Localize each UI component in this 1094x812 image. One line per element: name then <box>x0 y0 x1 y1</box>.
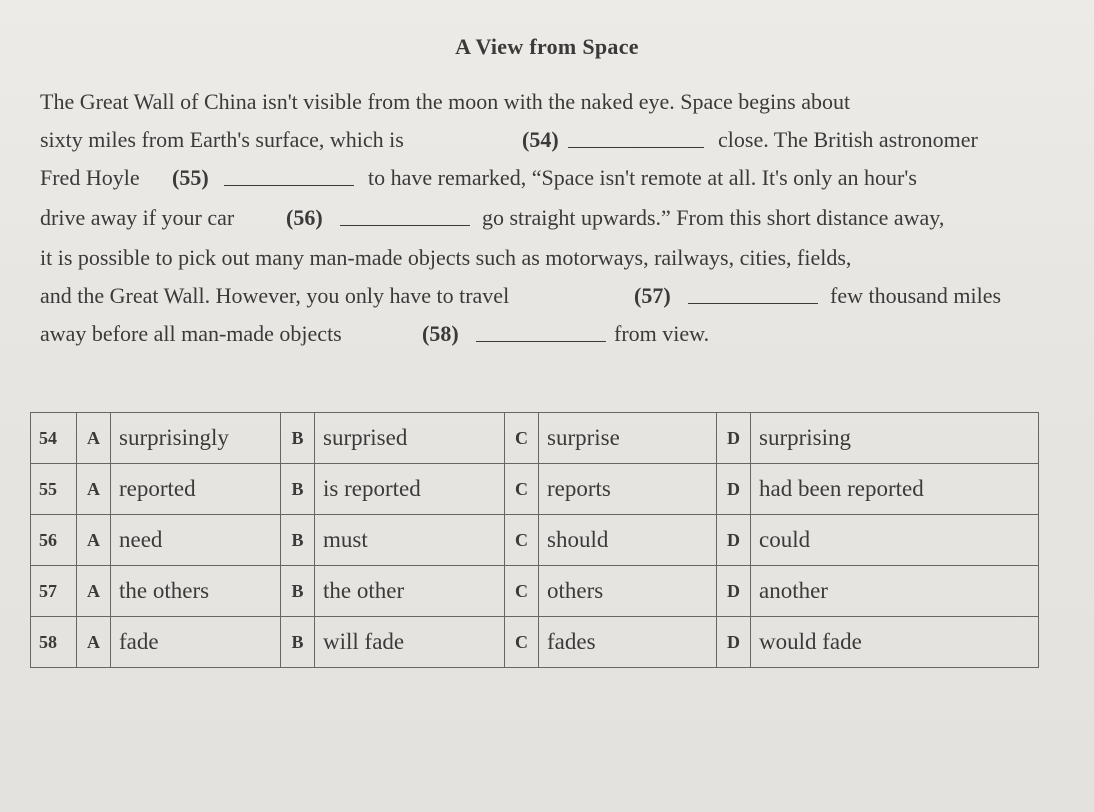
passage-text: drive away if your car <box>40 205 235 230</box>
option-d[interactable]: had been reported <box>751 464 1039 515</box>
question-number: 54 <box>31 413 77 464</box>
passage-text: from view. <box>614 321 710 346</box>
answer-options-table <box>30 412 1039 668</box>
option-letter-d: D <box>717 566 751 617</box>
passage-text: Fred Hoyle <box>40 165 140 190</box>
option-letter-b: B <box>281 566 315 617</box>
option-letter-b: B <box>281 413 315 464</box>
question-number-57: (57) <box>634 283 671 308</box>
question-number: 56 <box>31 515 77 566</box>
passage-text: few thousand miles <box>830 283 1002 308</box>
option-letter-c: C <box>505 464 539 515</box>
option-c[interactable]: fades <box>539 617 717 668</box>
option-b[interactable]: will fade <box>315 617 505 668</box>
passage-text: sixty miles from Earth's surface, which is <box>40 127 404 152</box>
option-letter-d: D <box>717 413 751 464</box>
answer-blank-54[interactable] <box>568 147 704 148</box>
option-letter-a: A <box>77 566 111 617</box>
option-letter-d: D <box>717 515 751 566</box>
option-letter-a: A <box>77 464 111 515</box>
option-c[interactable]: should <box>539 515 717 566</box>
options-row-56 <box>31 515 1039 566</box>
option-c[interactable]: others <box>539 566 717 617</box>
option-a[interactable]: the others <box>111 566 281 617</box>
option-letter-d: D <box>717 464 751 515</box>
option-a[interactable]: need <box>111 515 281 566</box>
answer-blank-55[interactable] <box>224 185 354 186</box>
option-b[interactable]: the other <box>315 566 505 617</box>
option-d[interactable]: another <box>751 566 1039 617</box>
question-number-58: (58) <box>422 321 459 346</box>
option-letter-a: A <box>77 515 111 566</box>
option-d[interactable]: would fade <box>751 617 1039 668</box>
passage-text: close. The British astronomer <box>718 127 978 152</box>
option-c[interactable]: surprise <box>539 413 717 464</box>
option-letter-d: D <box>717 617 751 668</box>
option-a[interactable]: surprisingly <box>111 413 281 464</box>
option-c[interactable]: reports <box>539 464 717 515</box>
question-number-56: (56) <box>286 205 323 230</box>
option-letter-a: A <box>77 413 111 464</box>
question-number: 57 <box>31 566 77 617</box>
passage-text: away before all man-made objects <box>40 321 342 346</box>
option-letter-b: B <box>281 617 315 668</box>
question-number: 55 <box>31 464 77 515</box>
question-number-54: (54) <box>522 127 559 152</box>
answer-blank-58[interactable] <box>476 341 606 342</box>
option-letter-c: C <box>505 617 539 668</box>
passage-text: The Great Wall of China isn't visible from the moon with the naked eye. Space begins about <box>40 89 851 114</box>
option-a[interactable]: fade <box>111 617 281 668</box>
question-number: 58 <box>31 617 77 668</box>
option-a[interactable]: reported <box>111 464 281 515</box>
option-letter-c: C <box>505 566 539 617</box>
options-row-57 <box>31 566 1039 617</box>
passage-text: to have remarked, “Space isn't remote at all. It's only an hour's <box>368 165 917 190</box>
options-row-58 <box>31 617 1039 668</box>
page-title: A View from Space <box>455 34 639 59</box>
option-b[interactable]: must <box>315 515 505 566</box>
option-letter-a: A <box>77 617 111 668</box>
option-letter-b: B <box>281 515 315 566</box>
option-d[interactable]: could <box>751 515 1039 566</box>
option-letter-b: B <box>281 464 315 515</box>
option-b[interactable]: is reported <box>315 464 505 515</box>
question-number-55: (55) <box>172 165 209 190</box>
passage-text: and the Great Wall. However, you only have to travel <box>40 283 510 308</box>
option-letter-c: C <box>505 515 539 566</box>
option-letter-c: C <box>505 413 539 464</box>
answer-blank-56[interactable] <box>340 225 470 226</box>
options-row-54 <box>31 413 1039 464</box>
option-d[interactable]: surprising <box>751 413 1039 464</box>
passage-text: it is possible to pick out many man-made objects such as motorways, railways, cities, fields, <box>40 245 852 270</box>
option-b[interactable]: surprised <box>315 413 505 464</box>
passage-text: go straight upwards.” From this short distance away, <box>482 205 945 230</box>
options-row-55 <box>31 464 1039 515</box>
answer-blank-57[interactable] <box>688 303 818 304</box>
